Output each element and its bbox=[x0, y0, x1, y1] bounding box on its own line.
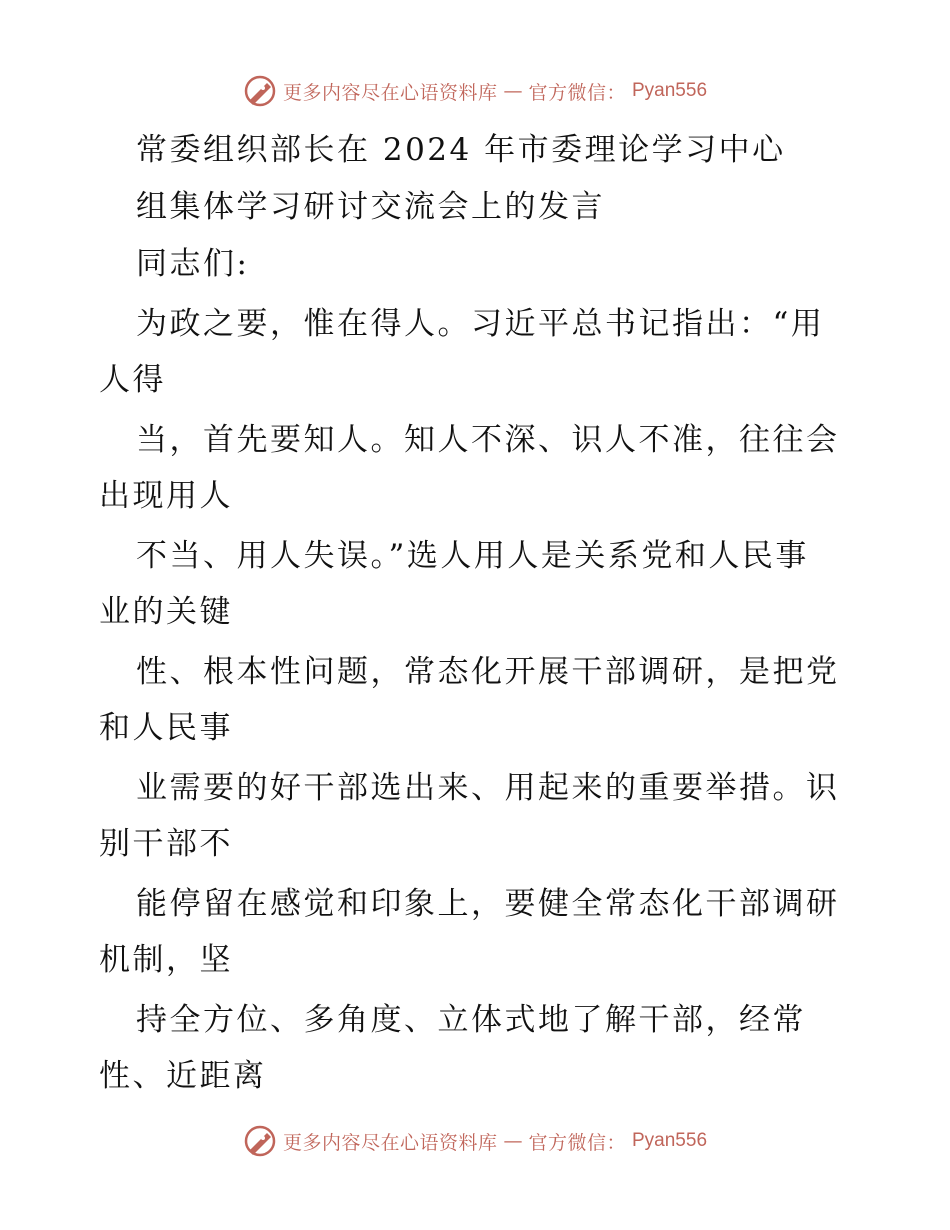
paragraph-line: 能停留在感觉和印象上，要健全常态化干部调研 bbox=[136, 886, 840, 922]
watermark-dash: — bbox=[503, 1130, 523, 1152]
paragraph-line: 业的关键 bbox=[99, 594, 233, 630]
pen-logo-icon bbox=[243, 1124, 277, 1158]
paragraph-line: 和人民事 bbox=[99, 710, 233, 746]
watermark-wechat-label: 官方微信： bbox=[528, 81, 626, 104]
paragraph-line: 性、近距离 bbox=[99, 1058, 267, 1094]
watermark-text: 更多内容尽在心语资料库 bbox=[282, 81, 498, 104]
paragraph-line: 性、根本性问题，常态化开展干部调研，是把党 bbox=[136, 654, 840, 690]
watermark-dash: — bbox=[503, 80, 523, 102]
watermark-wechat-id: Pyan556 bbox=[632, 80, 708, 101]
paragraph-line: 机制，坚 bbox=[99, 942, 233, 978]
watermark-wechat-label: 官方微信： bbox=[528, 1131, 626, 1154]
header-watermark bbox=[0, 74, 950, 108]
salutation: 同志们: bbox=[136, 246, 250, 282]
document-title-line-2: 组集体学习研讨交流会上的发言 bbox=[136, 189, 605, 225]
paragraph-line: 人得 bbox=[99, 362, 166, 398]
paragraph-line: 不当、用人失误。”选人用人是关系党和人民事 bbox=[136, 538, 809, 574]
watermark-text: 更多内容尽在心语资料库 bbox=[282, 1131, 498, 1154]
paragraph-line: 出现用人 bbox=[99, 478, 233, 514]
paragraph-line: 业需要的好干部选出来、用起来的重要举措。识 bbox=[136, 770, 840, 806]
document-title-line-1: 常委组织部长在 2024 年市委理论学习中心 bbox=[136, 132, 786, 168]
pen-logo-icon bbox=[243, 74, 277, 108]
paragraph-line: 当，首先要知人。知人不深、识人不准，往往会 bbox=[136, 422, 840, 458]
paragraph-line: 持全方位、多角度、立体式地了解干部，经常 bbox=[136, 1002, 806, 1038]
watermark-wechat-id: Pyan556 bbox=[632, 1130, 708, 1151]
paragraph-line: 别干部不 bbox=[99, 826, 233, 862]
footer-watermark bbox=[0, 1124, 950, 1158]
paragraph-line: 为政之要，惟在得人。习近平总书记指出：“用 bbox=[136, 306, 825, 342]
